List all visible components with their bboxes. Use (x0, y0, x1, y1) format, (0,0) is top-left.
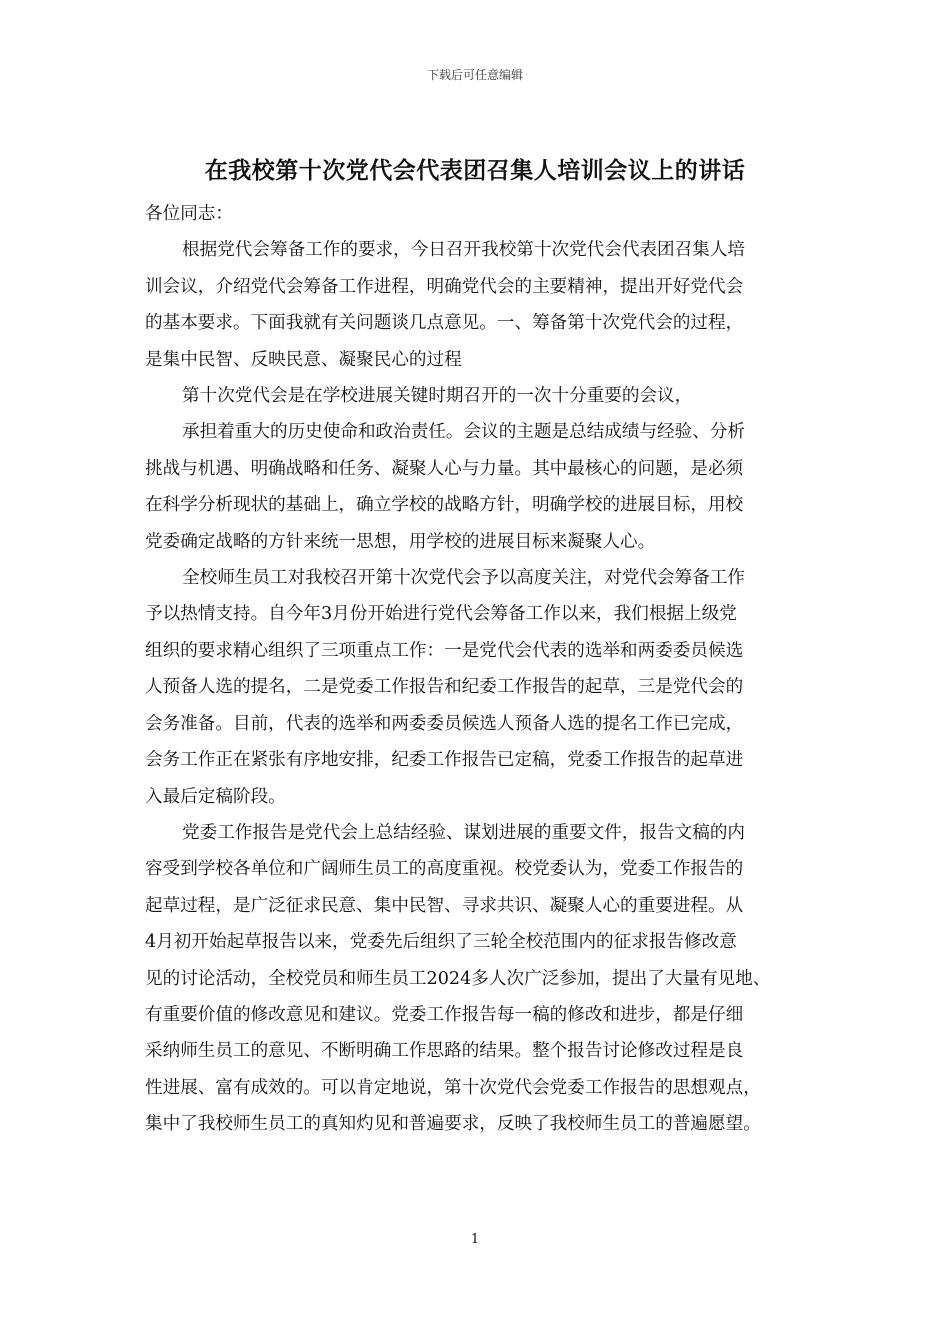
text-line: 集中了我校师生员工的真知灼见和普遍要求，反映了我校师生员工的普遍愿望。 (145, 1114, 761, 1135)
text-line: 挑战与机遇、明确战略和任务、凝聚人心与力量。其中最核心的问题，是必须 (145, 458, 744, 479)
text-line: 采纳师生员工的意见、不断明确工作思路的结果。整个报告讨论修改过程是良 (145, 1041, 744, 1062)
document-body (145, 196, 825, 1143)
text-line: 容受到学校各单位和广阔师生员工的高度重视。校党委认为，党委工作报告的 (145, 859, 744, 880)
text-line: 有重要价值的修改意见和建议。党委工作报告每一稿的修改和进步，都是仔细 (145, 1004, 744, 1025)
text-line: 是集中民智、反映民意、凝聚民心的过程 (145, 349, 462, 370)
page-number: 1 (470, 1232, 480, 1247)
text-line: 根据党代会筹备工作的要求，今日召开我校第十次党代会代表团召集人培 (182, 240, 746, 261)
text-line: 组织的要求精心组织了三项重点工作：一是党代会代表的选举和两委委员候选 (145, 640, 744, 661)
page-header: 下载后可任意编辑 (426, 68, 523, 82)
text-line: 党委工作报告是党代会上总结经验、谋划进展的重要文件，报告文稿的内 (182, 822, 746, 843)
text-line: 会务工作正在紧张有序地安排，纪委工作报告已定稿，党委工作报告的起草进 (145, 750, 744, 771)
text-line: 人预备人选的提名，二是党委工作报告和纪委工作报告的起草，三是党代会的 (145, 677, 744, 698)
text-line: 见的讨论活动，全校党员和师生员工2024多人次广泛参加，提出了大量有见地、 (145, 968, 771, 989)
text-line: 入最后定稿阶段。 (145, 786, 286, 807)
document-title: 在我校第十次党代会代表团召集人培训会议上的讲话 (204, 157, 746, 184)
text-line: 党委确定战略的方针来统一思想，用学校的进展目标来凝聚人心。 (145, 531, 656, 552)
text-line: 会务准备。目前，代表的选举和两委委员候选人预备人选的提名工作已完成， (145, 713, 744, 734)
text-line: 全校师生员工对我校召开第十次党代会予以高度关注，对党代会筹备工作 (182, 568, 746, 589)
text-line: 训会议，介绍党代会筹备工作进程，明确党代会的主要精神，提出开好党代会 (145, 276, 744, 297)
text-line: 起草过程，是广泛征求民意、集中民智、寻求共识、凝聚人心的重要进程。从 (145, 895, 744, 916)
text-line: 承担着重大的历史使命和政治责任。会议的主题是总结成绩与经验、分析 (182, 422, 746, 443)
text-line: 4月初开始起草报告以来，党委先后组织了三轮全校范围内的征求报告修改意 (145, 932, 737, 953)
text-line: 各位同志： (145, 204, 233, 224)
text-line: 性进展、富有成效的。可以肯定地说，第十次党代会党委工作报告的思想观点， (145, 1077, 761, 1098)
text-line: 第十次党代会是在学校进展关键时期召开的一次十分重要的会议， (182, 386, 693, 407)
text-line: 在科学分析现状的基础上，确立学校的战略方针，明确学校的进展目标，用校 (145, 495, 744, 516)
text-line: 予以热情支持。自今年3月份开始进行党代会筹备工作以来，我们根据上级党 (145, 604, 737, 625)
text-line: 的基本要求。下面我就有关问题谈几点意见。一、筹备第十次党代会的过程， (145, 313, 744, 334)
